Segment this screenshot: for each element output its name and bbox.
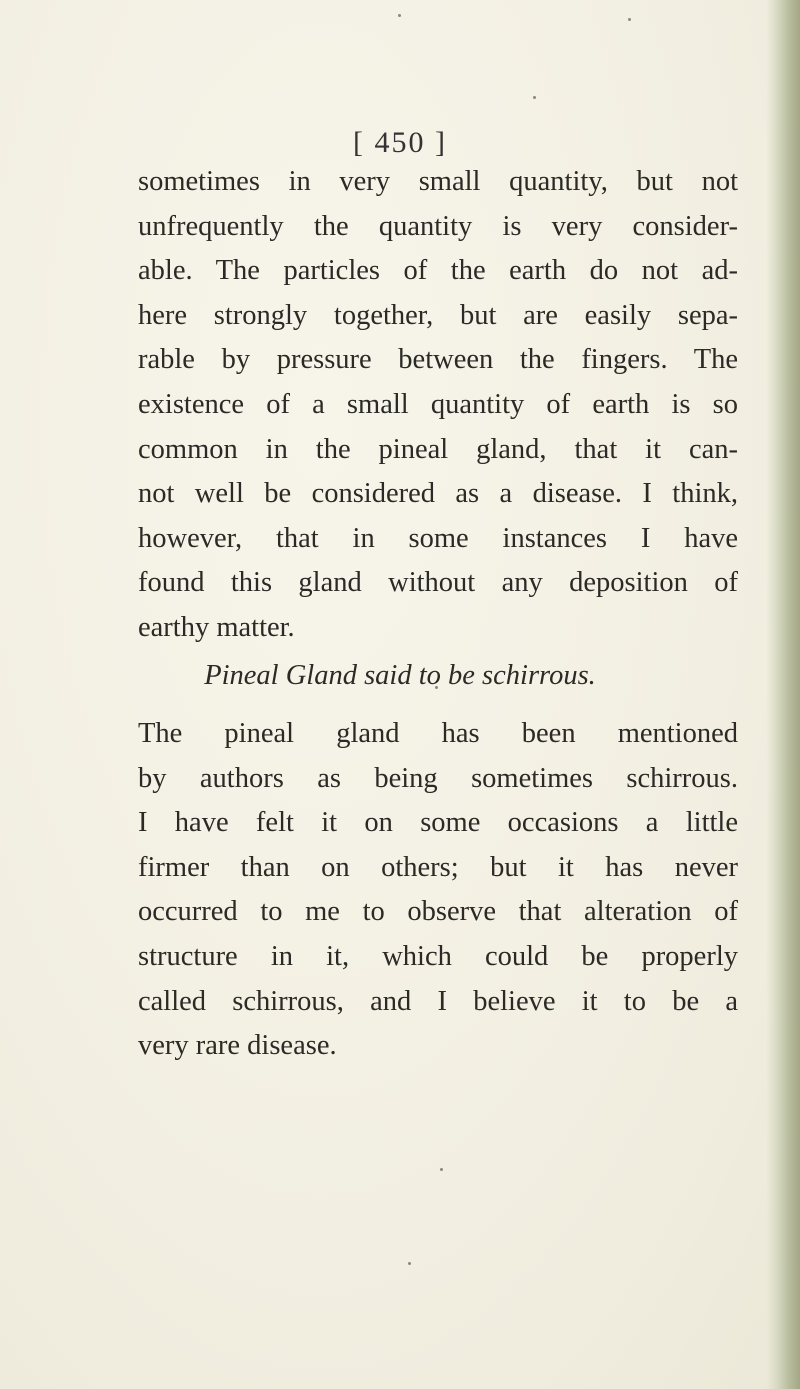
text-line: called schirrous, and I believe it to be a [138,985,738,1017]
text-line: common in the pineal gland, that it can- [138,433,738,465]
paper-speck [408,1262,411,1265]
section-heading: Pineal Gland said to be schirrous. [204,660,596,691]
paper-speck [628,18,631,21]
text-line: found this gland without any deposition of [138,567,738,599]
page-edge-shadow [766,0,800,1389]
text-line: The pineal gland has been mentioned [138,718,738,749]
paragraph-2 [138,712,738,1069]
text-line: firmer than on others; but it has never [138,851,738,883]
text-line: unfrequently the quantity is very consider- [138,210,738,242]
text-line: occurred to me to observe that alteration of [138,896,738,928]
paper-speck [533,96,536,99]
text-line: structure in it, which could be properly [138,940,738,972]
paper-speck [440,1168,443,1171]
text-line: rable by pressure between the fingers. The [138,344,738,376]
text-line: earthy matter. [138,611,295,643]
text-line: existence of a small quantity of earth is so [138,388,738,420]
text-line: sometimes in very small quantity, but not [138,166,738,197]
text-line: very rare disease. [138,1030,337,1062]
text-line: however, that in some instances I have [138,522,738,554]
text-line: not well be considered as a disease. I think, [138,478,738,510]
text-line: by authors as being sometimes schirrous. [138,762,738,794]
text-line: I have felt it on some occasions a little [138,807,738,839]
paper-speck [398,14,401,17]
page-number-header: [ 450 ] [353,126,447,159]
text-line: here strongly together, but are easily sepa- [138,299,738,331]
text-line: able. The particles of the earth do not ad- [138,255,738,287]
paragraph-1 [138,160,738,651]
